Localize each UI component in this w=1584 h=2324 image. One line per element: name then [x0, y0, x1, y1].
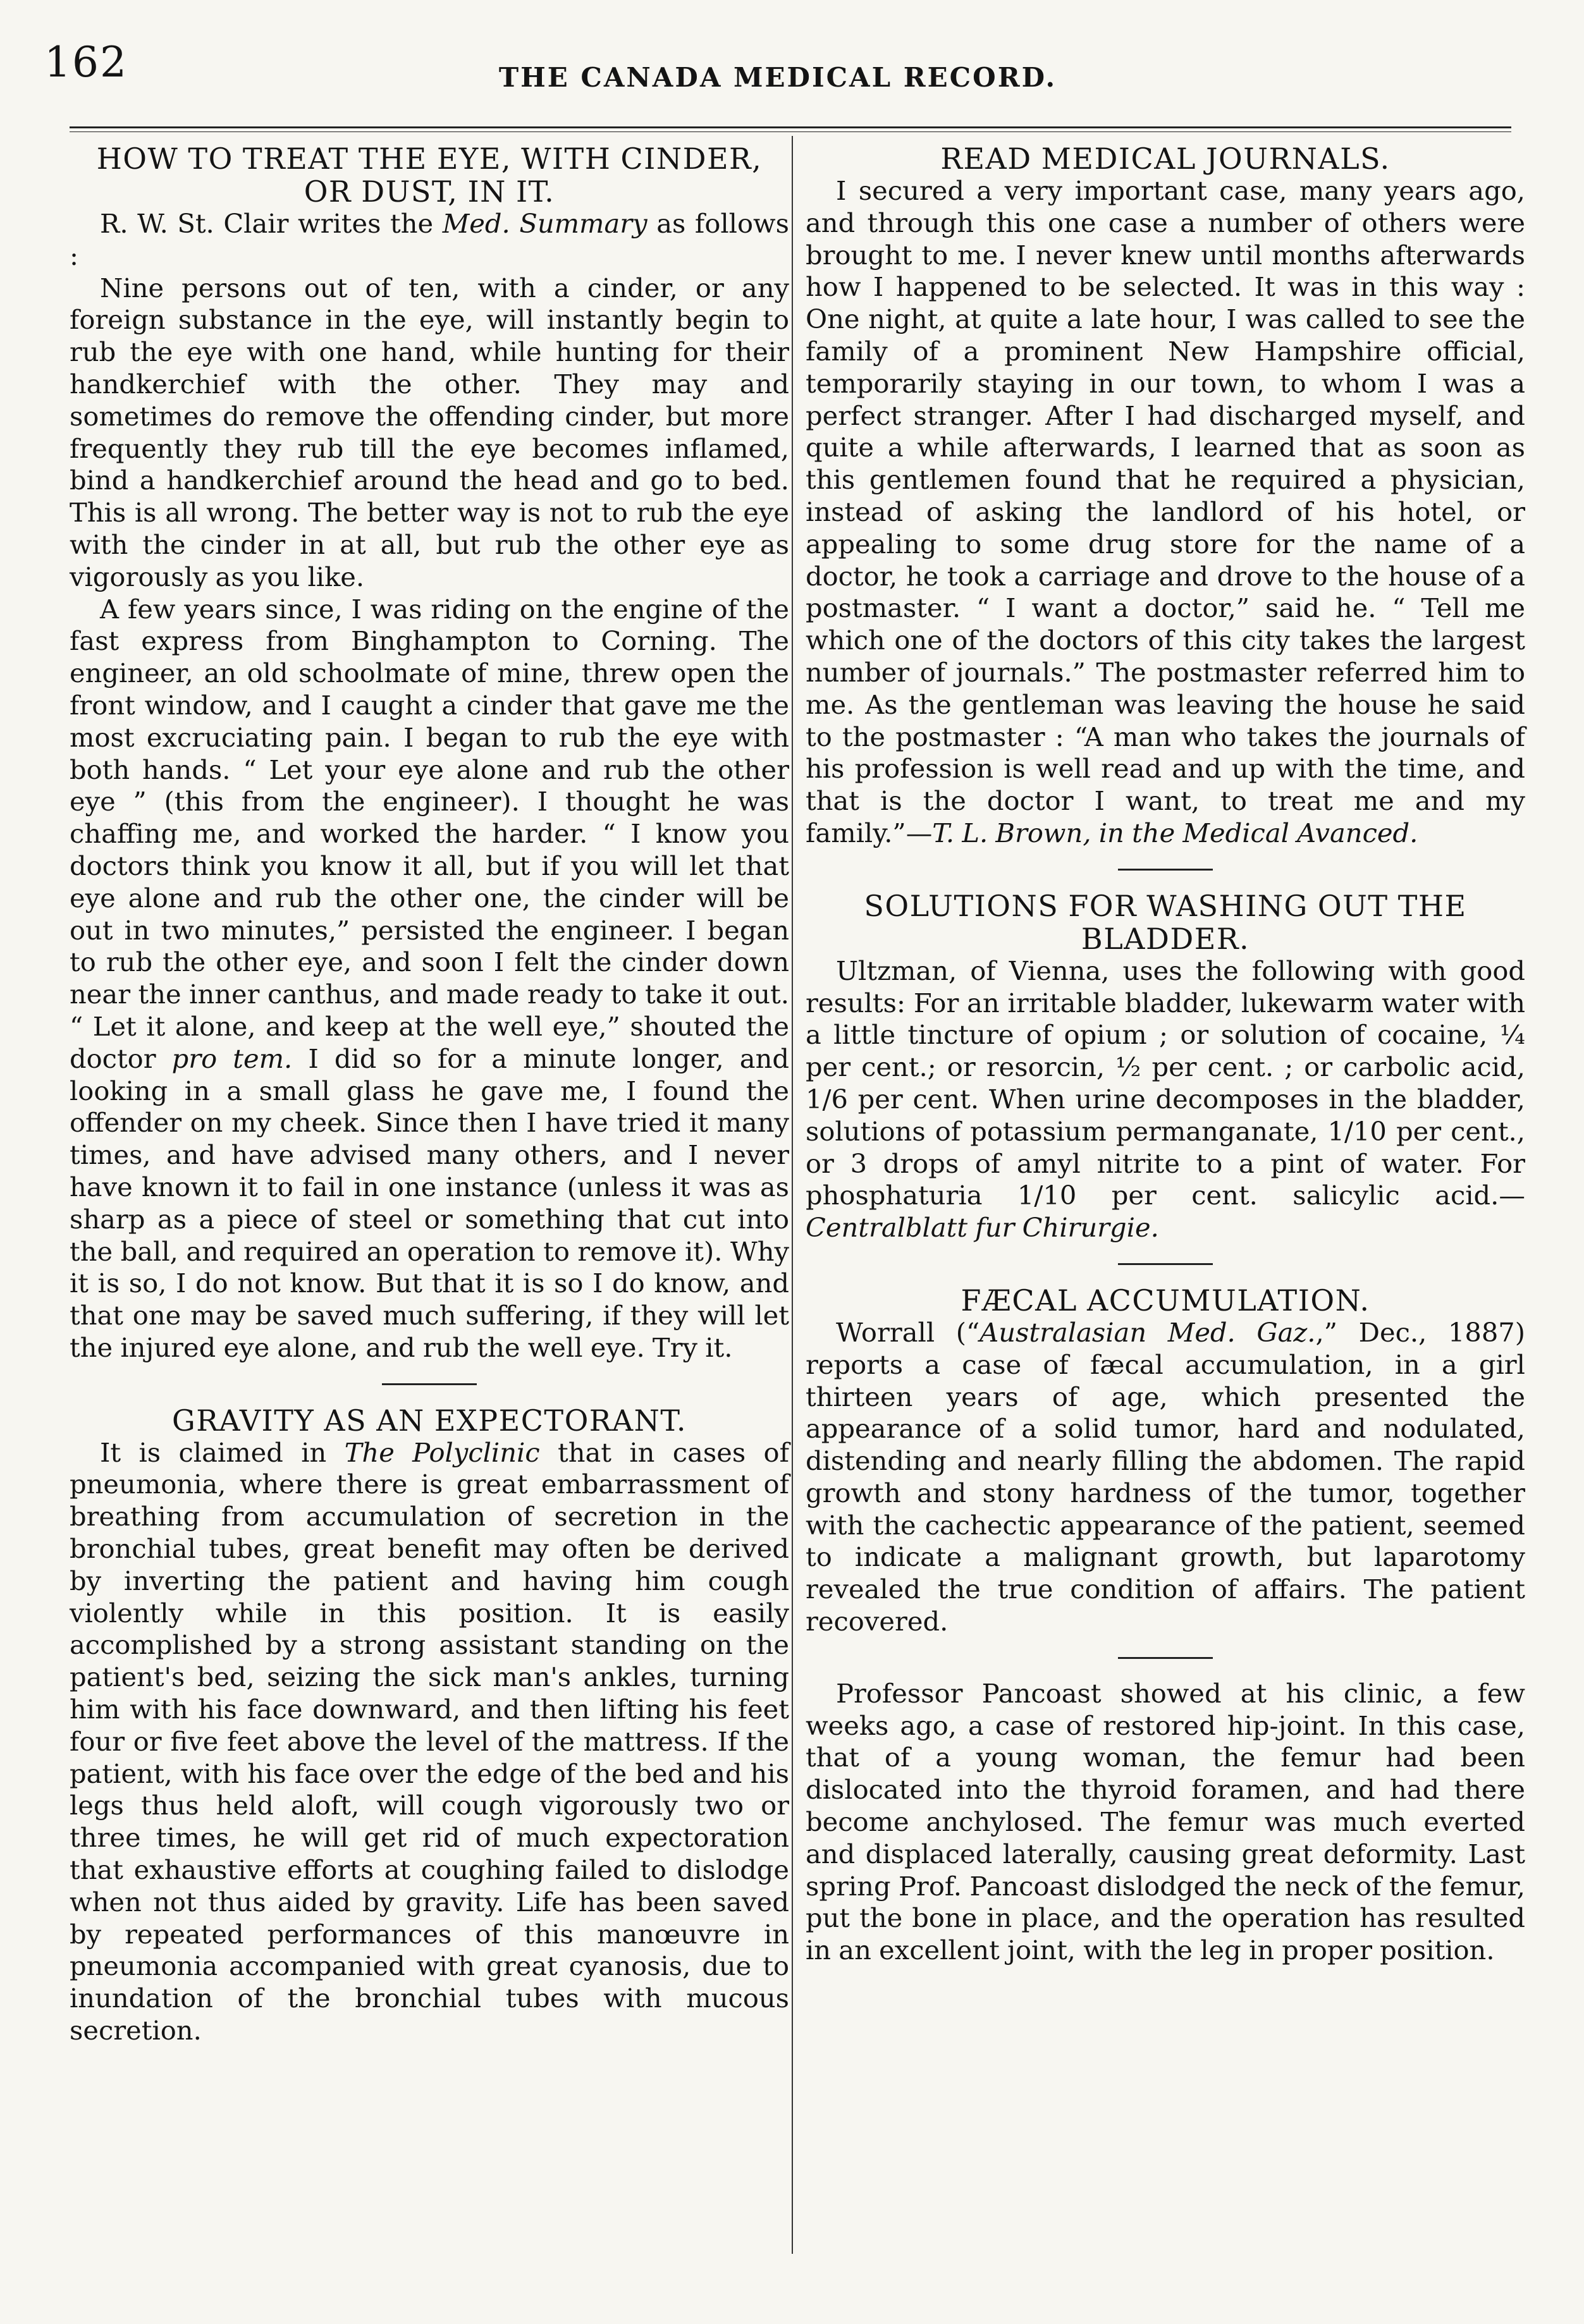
text-run: It is claimed in — [100, 1436, 327, 1468]
paragraph — [70, 208, 789, 272]
text-run: Worrall (“ — [836, 1316, 980, 1348]
section-rule — [1118, 1263, 1213, 1265]
text-run: as follows : — [70, 208, 789, 271]
source-name: Med. Summary — [442, 208, 648, 239]
article-title: FÆCAL ACCUMULATION. — [961, 1283, 1370, 1318]
article-title: READ MEDICAL JOURNALS. — [940, 142, 1391, 176]
column-divider — [792, 136, 793, 2254]
article-faecal-accumulation — [806, 1284, 1525, 1638]
text-run: Ultzman, of Vienna, uses the following with good results: For an irritable bladder, lukewarm water with a little tincture of opium ; or solution of cocaine, ¼ per cent.; or resorcin, ½ per cent. ; or carbolic acid, 1/6 per cent. When urine decomposes in the bladder, solutions of potassium permanganate, 1/10 per cent., or 3 drops of amyl nitrite to a pint of water. For phosphaturia 1/10 per cent. salicylic acid.— — [806, 955, 1525, 1211]
paragraph — [70, 594, 789, 1364]
paragraph — [806, 955, 1525, 1244]
paragraph — [70, 1437, 789, 2047]
section-rule — [1118, 1657, 1213, 1659]
citation: Centralblatt fur Chirurgie. — [806, 1212, 1159, 1244]
italic-phrase: pro tem. — [171, 1043, 293, 1074]
paragraph: Nine persons out of ten, with a cinder, or any foreign substance in the eye, will instantly begin to rub the eye with one hand, while hunting for their handkerchief with the other. They may and sometimes do remove the offending cinder, but more frequently they rub till the eye becomes inflamed, bind a handkerchief around the head and go to bed. This is all wrong. The better way is not to rub the eye with the cinder in at all, but rub the other eye as vigorously as you like. — [70, 272, 789, 592]
running-title: THE CANADA MEDICAL RECORD. — [498, 62, 1057, 93]
text-run: I did so for a minute longer, and looking in a small glass he gave me, I found the offender on my cheek. Since then I have tried it many times, and have advised many others, and I never have known it to fail in one instance (unless it was as sharp as a piece of steel or something that cut into the ball, and required an operation to remove it). Why it is so, I do not know. But that it is so I do know, and that one may be saved much suffering, if they will let the injured eye alone, and rub the well eye. Try it. — [70, 1043, 789, 1363]
citation: T. L. Brown, in the Medical Avanced. — [932, 817, 1418, 848]
article-title: HOW TO TREAT THE EYE, WITH CINDER, OR DUST, IN IT. — [96, 142, 763, 209]
article-bladder-solutions — [806, 890, 1525, 1244]
section-rule — [382, 1383, 477, 1385]
right-column — [806, 142, 1525, 1967]
text-run: A few years since, I was riding on the engine of the fast express from Binghampton to Corning. The engineer, an old schoolmate of mine, threw open the front window, and I caught a cinder that gave me the most excruciating pain. I began to rub the eye with both hands. “ Let your eye alone and rub the other eye ” (this from the engineer). I thought he was chaffing me, and worked the harder. “ I know you doctors think you know it all, but if you will let that eye alone and rub the other one, the cinder will be out in two minutes,” persisted the engineer. I began to rub the other eye, and soon I felt the cinder down near the inner canthus, and made ready to take it out. “ Let it alone, and keep at the well eye,” shouted the doctor — [70, 593, 789, 1074]
page-number: 162 — [44, 38, 128, 87]
article-title: SOLUTIONS FOR WASHING OUT THE BLADDER. — [864, 888, 1467, 956]
source-name: The Polyclinic — [344, 1436, 540, 1468]
section-rule — [1118, 869, 1213, 871]
text-run: I secured a very important case, many years ago, and through this one case a number of others were brought to me. I never knew until months afterwards how I happened to be selected. It was in this way : One night, at quite a late hour, I was called to see the family of a prominent New Hampshire official, temporarily staying in our town, to whom I was a perfect stranger. After I had discharged myself, and quite a while afterwards, I learned that as soon as this gentlemen found that he required a physician, instead of asking the landlord of his hotel, or appealing to some drug store for the name of a doctor, he took a carriage and drove to the house of a postmaster. “ I want a doctor,” said he. “ Tell me which one of the doctors of this city takes the largest number of journals.” The postmaster referred him to me. As the gentleman was leaving the house he said to the postmaster : “A man who takes the journals of his profession is well read and up with the time, and that is the doctor I want, to treat me and my family.”— — [806, 175, 1525, 848]
text-run: that in cases of pneumonia, where there is great embarrassment of breathing from accumulation of secretion in the bronchial tubes, great benefit may often be derived by inverting the patient and having him cough violently while in this position. It is easily accomplished by a strong assistant standing on the patient's bed, seizing the sick man's ankles, turning him with his face downward, and then lifting his feet four or five feet above the level of the mattress. If the patient, with his face over the edge of the bed and his legs thus held aloft, will cough vigorously two or three times, he will get rid of much expectoration that exhaustive efforts at coughing failed to dislodge when not thus aided by gravity. Life has been saved by repeated performances of this manœuvre in pneumonia accompanied with great cyanosis, due to inundation of the bronchial tubes with mucous secretion. — [70, 1436, 789, 2046]
source-name: Australasian Med. Gaz. — [979, 1316, 1316, 1348]
left-column — [70, 142, 789, 2047]
article-title: GRAVITY AS AN EXPECTORANT. — [172, 1403, 687, 1438]
header-rule — [70, 126, 1511, 132]
paragraph — [806, 175, 1525, 850]
article-hip-joint — [806, 1678, 1525, 1967]
article-gravity-expectorant — [70, 1404, 789, 2047]
page-header — [44, 38, 1511, 114]
text-run: R. W. St. Clair writes the — [100, 208, 434, 239]
text-run: ,” Dec., 1887) reports a case of fæcal accumulation, in a girl thirteen years of age, which presented the appearance of a solid tumor, hard and nodulated, distending and nearly filling the abdomen. The rapid growth and stony hardness of the tumor, together with the cachectic appearance of the patient, seemed to indicate a malignant growth, but laparotomy revealed the true condition of affairs. The patient recovered. — [806, 1316, 1526, 1637]
article-medical-journals — [806, 142, 1525, 850]
paragraph: Professor Pancoast showed at his clinic, a few weeks ago, a case of restored hip-joint. In this case, that of a young woman, the femur had been dislocated into the thyroid foramen, and had there become anchylosed. The femur was much everted and displaced laterally, causing great deformity. Last spring Prof. Pancoast dislodged the neck of the femur, put the bone in place, and the operation has resulted in an excellent joint, with the leg in proper position. — [806, 1677, 1525, 1966]
article-eye-cinder — [70, 142, 789, 1364]
paragraph — [806, 1317, 1525, 1638]
